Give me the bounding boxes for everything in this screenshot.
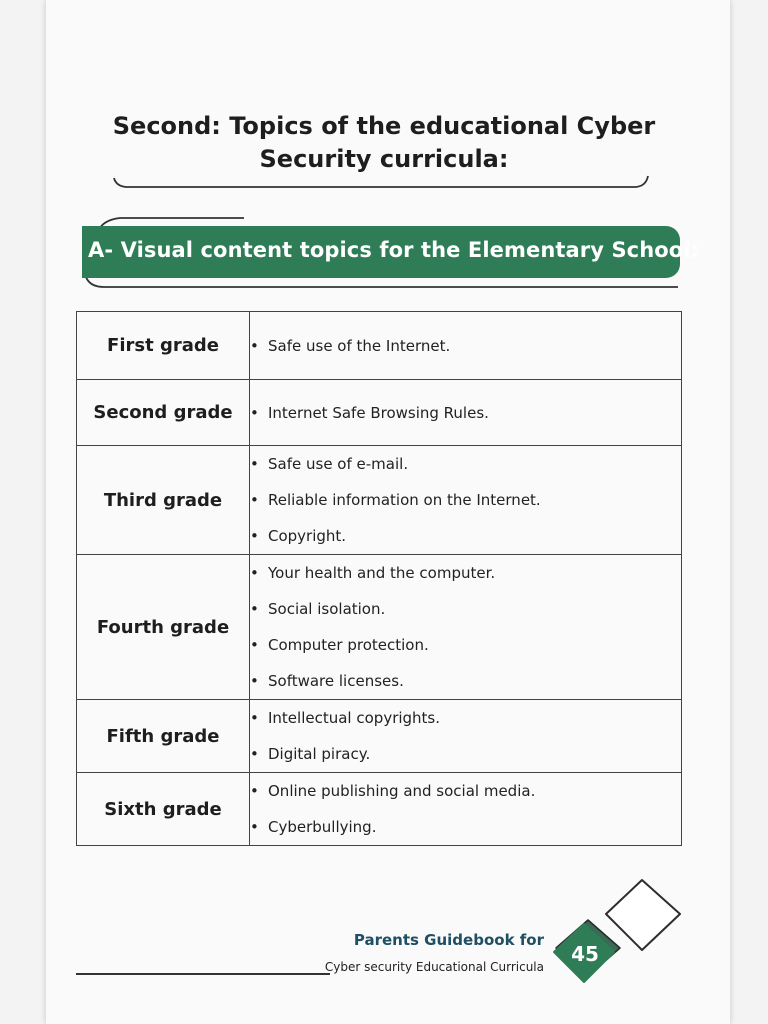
list-item: • Safe use of the Internet. <box>250 337 681 355</box>
list-item: • Online publishing and social media. <box>250 773 681 809</box>
grade-cell: First grade <box>77 312 250 380</box>
topics-cell <box>250 312 682 380</box>
topics-table <box>76 311 682 846</box>
heading-line-2: Security curricula: <box>259 145 509 173</box>
footer-title: Parents Guidebook for <box>353 931 544 949</box>
list-item: • Safe use of e-mail. <box>250 446 681 482</box>
topic-list <box>250 404 681 422</box>
table-row <box>77 555 682 700</box>
list-item: • Digital piracy. <box>250 736 681 772</box>
topic-list <box>250 446 681 554</box>
list-item: • Internet Safe Browsing Rules. <box>250 404 681 422</box>
list-item: • Cyberbullying. <box>250 809 681 845</box>
topic-list <box>250 700 681 772</box>
topics-cell <box>250 380 682 446</box>
table-row <box>77 446 682 555</box>
table-row <box>77 773 682 846</box>
topic-list <box>250 337 681 355</box>
list-item: • Software licenses. <box>250 663 681 699</box>
table-row <box>77 380 682 446</box>
footer-subtitle: Cyber security Educational Curricula <box>324 960 544 974</box>
table-row <box>77 700 682 773</box>
topic-list <box>250 555 681 699</box>
footer-outline-diamond-shape <box>606 880 680 950</box>
table-row <box>77 312 682 380</box>
page-number: 45 <box>571 942 599 966</box>
list-item: • Social isolation. <box>250 591 681 627</box>
topic-list <box>250 773 681 845</box>
list-item: • Intellectual copyrights. <box>250 700 681 736</box>
topics-cell <box>250 773 682 846</box>
list-item: • Reliable information on the Internet. <box>250 482 681 518</box>
section-banner-text: A- Visual content topics for the Elementary School: <box>88 238 700 262</box>
grade-cell: Fifth grade <box>77 700 250 773</box>
grade-cell: Fourth grade <box>77 555 250 700</box>
grade-cell: Second grade <box>77 380 250 446</box>
heading-line-1: Second: Topics of the educational Cyber <box>112 112 656 140</box>
topics-cell <box>250 700 682 773</box>
banner-bottom-line <box>86 277 678 287</box>
topics-cell <box>250 446 682 555</box>
grade-cell: Sixth grade <box>77 773 250 846</box>
list-item: • Your health and the computer. <box>250 555 681 591</box>
grade-cell: Third grade <box>77 446 250 555</box>
list-item: • Copyright. <box>250 518 681 554</box>
heading-underline <box>114 176 648 187</box>
page-heading <box>0 110 768 176</box>
topics-cell <box>250 555 682 700</box>
list-item: • Computer protection. <box>250 627 681 663</box>
